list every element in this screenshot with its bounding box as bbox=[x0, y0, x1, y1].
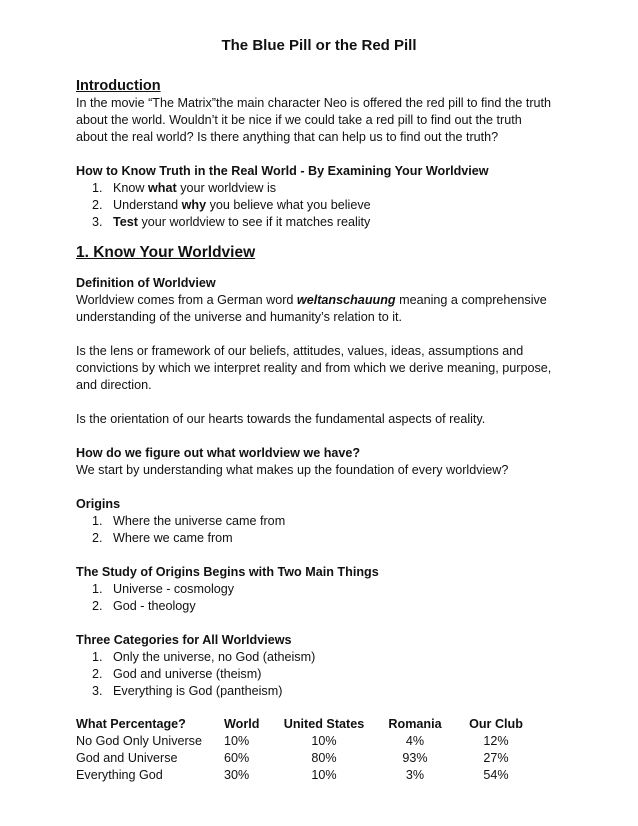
item-text-bold: why bbox=[181, 198, 207, 212]
table-header-cell: What Percentage? bbox=[76, 717, 186, 731]
orientation-text: Is the orientation of our hearts towards the fundamental aspects of reality. bbox=[76, 412, 486, 426]
list-item bbox=[76, 581, 576, 598]
spacer bbox=[76, 326, 576, 343]
list-number: 2. bbox=[92, 531, 103, 545]
spacer bbox=[76, 231, 576, 243]
intro-line-2: about the world. Wouldn’t it be nice if we could take a red pill to find out the truth bbox=[76, 113, 522, 127]
table-header-cell: Romania bbox=[388, 717, 442, 731]
list-number: 2. bbox=[92, 599, 103, 613]
lens-line-3: and direction. bbox=[76, 378, 152, 392]
list-number: 3. bbox=[92, 684, 103, 698]
list-item-text: Where the universe came from bbox=[113, 514, 286, 528]
table-cell: No God Only Universe bbox=[76, 734, 202, 748]
section-1-heading: 1. Know Your Worldview bbox=[76, 244, 256, 261]
list-item-text: Where we came from bbox=[113, 531, 233, 545]
table-cell: 10% bbox=[311, 734, 337, 748]
item-text-bold: Test bbox=[113, 215, 138, 229]
spacer bbox=[76, 263, 576, 275]
table-cell: 30% bbox=[224, 768, 250, 782]
list-item-text: Universe - cosmology bbox=[113, 582, 235, 596]
intro-line-1: In the movie “The Matrix”the main character Neo is offered the red pill to find the truth bbox=[76, 96, 552, 110]
list-item bbox=[76, 513, 576, 530]
document-body bbox=[76, 78, 576, 784]
list-number: 2. bbox=[92, 198, 103, 212]
definition-german-word: weltanschauung bbox=[296, 293, 396, 307]
spacer bbox=[76, 146, 576, 163]
list-number: 3. bbox=[92, 215, 103, 229]
study-list bbox=[76, 581, 576, 615]
how-to-item bbox=[76, 197, 576, 214]
definition-line-2: understanding of the universe and humanity’s relation to it. bbox=[76, 310, 403, 324]
table-row bbox=[76, 733, 536, 750]
list-number: 1. bbox=[92, 514, 103, 528]
spacer bbox=[76, 479, 576, 496]
how-to-item bbox=[76, 180, 576, 197]
table-cell: 27% bbox=[483, 751, 509, 765]
categories-list bbox=[76, 649, 576, 700]
definition-line-1 bbox=[76, 292, 576, 309]
table-cell: 80% bbox=[311, 751, 337, 765]
list-number: 1. bbox=[92, 650, 103, 664]
origins-heading: Origins bbox=[76, 497, 121, 511]
spacer bbox=[76, 700, 576, 712]
table-header-cell: Our Club bbox=[469, 717, 523, 731]
table-cell: 93% bbox=[402, 751, 428, 765]
lens-line-1: Is the lens or framework of our beliefs, attitudes, values, ideas, assumptions and bbox=[76, 344, 524, 358]
intro-heading: Introduction bbox=[76, 78, 161, 94]
table-cell: 54% bbox=[483, 768, 509, 782]
item-text-post: your worldview to see if it matches reality bbox=[137, 215, 371, 229]
list-item bbox=[76, 683, 576, 700]
spacer bbox=[76, 547, 576, 564]
table-cell: God and Universe bbox=[76, 751, 178, 765]
table-cell: 60% bbox=[224, 751, 250, 765]
figure-out-heading: How do we figure out what worldview we have? bbox=[76, 446, 361, 460]
list-item-text: Everything is God (pantheism) bbox=[113, 684, 283, 698]
percentage-table bbox=[76, 716, 536, 784]
list-item-text: Only the universe, no God (atheism) bbox=[113, 650, 316, 664]
table-header-cell: World bbox=[224, 717, 260, 731]
definition-text-pre: Worldview comes from a German word bbox=[76, 293, 297, 307]
lens-line-2: convictions by which we interpret reality and from which we derive meaning, purpose, bbox=[76, 361, 552, 375]
how-to-heading: How to Know Truth in the Real World - By Examining Your Worldview bbox=[76, 164, 489, 178]
item-text-post: your worldview is bbox=[176, 181, 277, 195]
how-to-item bbox=[76, 214, 576, 231]
list-number: 1. bbox=[92, 582, 103, 596]
list-item-text: God and universe (theism) bbox=[113, 667, 262, 681]
table-cell: 4% bbox=[405, 734, 425, 748]
list-item bbox=[76, 649, 576, 666]
list-item-text: God - theology bbox=[113, 599, 196, 613]
item-text-pre: Know bbox=[113, 181, 149, 195]
table-cell: Everything God bbox=[76, 768, 163, 782]
intro-line-3: about the real world? Is there anything that can help us to find out the truth? bbox=[76, 130, 499, 144]
table-header-row bbox=[76, 716, 536, 733]
list-item bbox=[76, 530, 576, 547]
figure-out-text: We start by understanding what makes up the foundation of every worldview? bbox=[76, 463, 509, 477]
spacer bbox=[76, 394, 576, 411]
item-text-pre: Understand bbox=[113, 198, 182, 212]
spacer bbox=[76, 615, 576, 632]
spacer bbox=[76, 428, 576, 445]
table-cell: 10% bbox=[224, 734, 250, 748]
table-row bbox=[76, 767, 536, 784]
definition-heading: Definition of Worldview bbox=[76, 276, 216, 290]
table-cell: 10% bbox=[311, 768, 337, 782]
item-text-bold: what bbox=[148, 181, 177, 195]
definition-text-post: meaning a comprehensive bbox=[395, 293, 547, 307]
origins-list bbox=[76, 513, 576, 547]
list-number: 2. bbox=[92, 667, 103, 681]
list-item bbox=[76, 598, 576, 615]
table-header-cell: United States bbox=[283, 717, 365, 731]
how-to-list bbox=[76, 180, 576, 231]
list-item bbox=[76, 666, 576, 683]
list-number: 1. bbox=[92, 181, 103, 195]
table-cell: 12% bbox=[483, 734, 509, 748]
table-row bbox=[76, 750, 536, 767]
study-heading: The Study of Origins Begins with Two Main Things bbox=[76, 565, 379, 579]
document-title: The Blue Pill or the Red Pill bbox=[221, 37, 417, 54]
item-text-post: you believe what you believe bbox=[206, 198, 371, 212]
categories-heading: Three Categories for All Worldviews bbox=[76, 633, 292, 647]
table-cell: 3% bbox=[405, 768, 425, 782]
